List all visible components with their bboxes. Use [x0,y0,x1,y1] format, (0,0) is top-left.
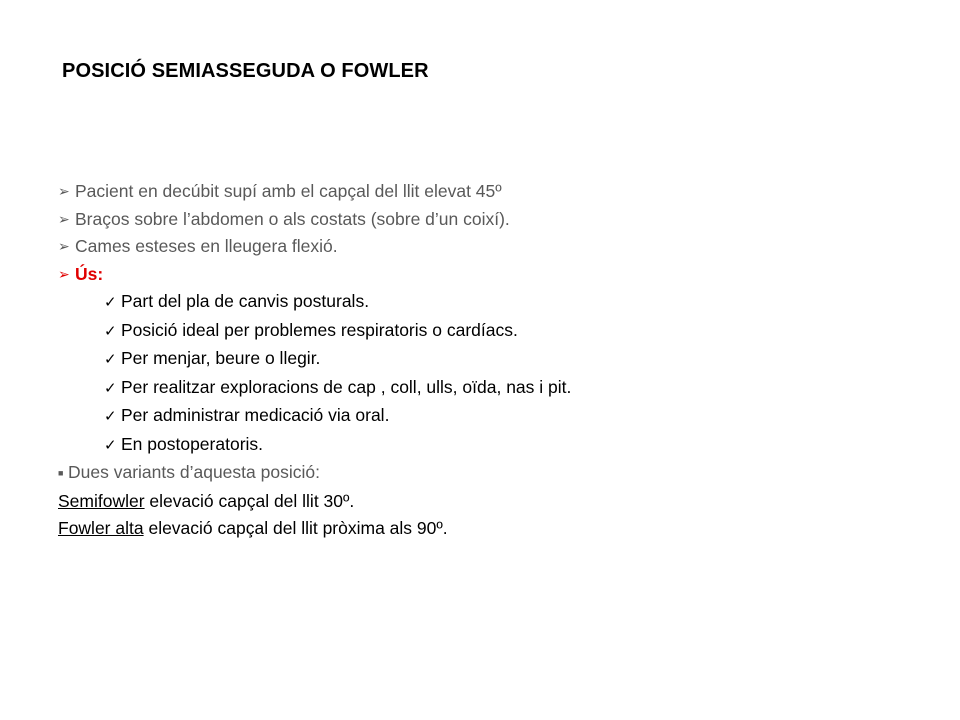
checkmark-icon: ✓ [104,294,117,311]
use-item [58,431,571,460]
variants-intro [58,459,571,488]
use-text: Part del pla de canvis posturals. [121,291,370,311]
arrow-bullet-icon: ➢ [58,210,70,227]
uses-label: Ús: [75,263,104,284]
square-bullet-icon: ■ [58,468,64,478]
use-text: En postoperatoris. [121,433,264,454]
bullet-item [58,206,571,234]
use-text: Per administrar medicació via oral. [121,405,390,425]
variant-item [58,515,571,543]
checkmark-icon: ✓ [104,379,117,397]
checkmark-icon: ✓ [104,322,117,340]
checkmark-icon: ✓ [104,408,117,425]
variant-term: Semifowler [58,490,145,511]
use-text: Per realitzar exploracions de cap , coll, ulls, oïda, nas i pit. [121,376,572,397]
arrow-bullet-icon: ➢ [58,183,70,199]
variant-term: Fowler alta [58,518,144,538]
bullet-text: Cames esteses en lleugera flexió. [75,236,338,256]
variants-intro-text: Dues variants d’aquesta posició: [68,462,320,482]
checkmark-icon: ✓ [104,351,117,368]
bullet-item [58,178,571,206]
use-text: Posició ideal per problemes respiratoris o cardíacs. [121,319,518,340]
variant-desc: elevació capçal del llit pròxima als 90º. [143,518,448,538]
slide-content [58,178,571,543]
arrow-bullet-icon: ➢ [58,265,70,282]
slide-title: POSICIÓ SEMIASSEGUDA O FOWLER [62,60,429,82]
arrow-bullet-icon: ➢ [58,238,70,254]
use-item [58,288,571,317]
bullet-item [58,233,571,261]
bullet-text: Braços sobre l’abdomen o als costats (sobre d’un coixí). [75,208,510,229]
use-text: Per menjar, beure o llegir. [121,348,321,368]
use-item [58,402,571,431]
use-item [58,374,571,403]
variant-desc: elevació capçal del llit 30º. [144,490,355,511]
uses-heading [58,261,571,289]
bullet-text: Pacient en decúbit supí amb el capçal del llit elevat 45º [75,181,502,201]
variant-item [58,488,571,516]
checkmark-icon: ✓ [104,436,117,454]
use-item [58,317,571,346]
use-item [58,345,571,374]
